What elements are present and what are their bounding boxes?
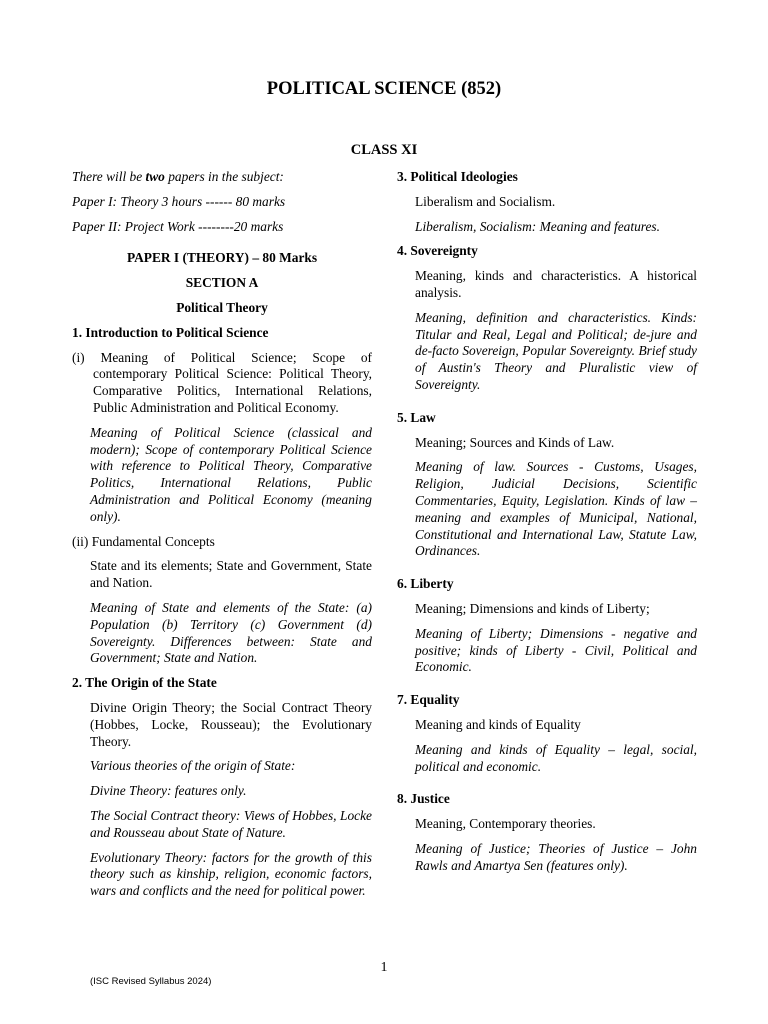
- section-4-text: Meaning, kinds and characteristics. A historical analysis.: [415, 268, 697, 300]
- paper2-line: Paper II: Project Work --------20 marks: [72, 218, 284, 234]
- section-1-heading: 1. Introduction to Political Science: [72, 324, 269, 340]
- section-6-italic: Meaning of Liberty; Dimensions - negative and positive; kinds of Liberty - Civil, Political and Economic.: [415, 625, 697, 675]
- section-8-heading: 8. Justice: [397, 791, 450, 807]
- paper-heading: PAPER I (THEORY) – 80 Marks: [126, 250, 318, 266]
- section-7-italic: Meaning and kinds of Equality – legal, social, political and economic.: [415, 741, 697, 774]
- section-1-i-text: (i) Meaning of Political Science; Scope of contemporary Political Science: Political Theory, Comparative Politics, International Relations, Public Administration and Political Economy.: [72, 349, 372, 415]
- section-8-italic: Meaning of Justice; Theories of Justice – John Rawls and Amartya Sen (features only).: [415, 840, 697, 873]
- section-5-italic: Meaning of law. Sources - Customs, Usages, Religion, Judicial Decisions, Scientific Commentaries, Equity, Legislation. Kinds of law – meaning and examples of Municipal, National, Constitutional and International Law, Statute Law, Ordinances.: [415, 459, 697, 559]
- section-2-italic-3: The Social Contract theory: Views of Hobbes, Locke and Rousseau about State of Nature.: [90, 807, 372, 840]
- section-8-text: Meaning, Contemporary theories.: [415, 816, 596, 832]
- section-5-heading: 5. Law: [397, 409, 436, 425]
- section-7-heading: 7. Equality: [397, 692, 460, 708]
- section-3-italic: Liberalism, Socialism: Meaning and features.: [415, 218, 660, 234]
- section-2-italic-1: Various theories of the origin of State:: [90, 758, 296, 774]
- section-3-heading: 3. Political Ideologies: [397, 169, 518, 184]
- left-column: [72, 166, 372, 900]
- section-7-text: Meaning and kinds of Equality: [415, 716, 581, 732]
- section-2-text: Divine Origin Theory; the Social Contract Theory (Hobbes, Locke, Rousseau); the Evolutionary Theory.: [90, 699, 372, 749]
- section-1-i-italic: Meaning of Political Science (classical and modern); Scope of contemporary Political Science with reference to Political Theory, Comparative Politics, International Relations, Public Administration and Political Economy (meaning only).: [90, 424, 372, 524]
- right-column: [397, 166, 697, 875]
- section-2-italic-2: Divine Theory: features only.: [90, 783, 247, 799]
- intro-line: There will be two papers in the subject:: [72, 169, 284, 184]
- theory-heading: Political Theory: [176, 299, 268, 315]
- footer-note: (ISC Revised Syllabus 2024): [90, 976, 212, 987]
- page-number: 1: [380, 960, 388, 975]
- paper1-line: Paper I: Theory 3 hours ------ 80 marks: [72, 193, 286, 209]
- class-heading: CLASS XI: [350, 142, 418, 158]
- section-2-heading: 2. The Origin of the State: [72, 675, 217, 691]
- section-1-ii-label: (ii) Fundamental Concepts: [72, 533, 215, 549]
- section-4-italic: Meaning, definition and characteristics. Kinds: Titular and Real, Legal and Political; de-jure and de-facto Sovereign, Popular Sovereignty. Brief study of Austin's Theory and Pluralistic view of Sovereignty.: [415, 309, 697, 392]
- page-title: POLITICAL SCIENCE (852): [266, 79, 502, 99]
- section-6-text: Meaning; Dimensions and kinds of Liberty;: [415, 600, 650, 616]
- section-3-text: Liberalism and Socialism.: [415, 193, 556, 209]
- section-2-italic-4: Evolutionary Theory: factors for the growth of this theory such as kinship, religion, economic factors, wars and conflicts and the need for political power.: [90, 849, 372, 899]
- section-1-ii-italic: Meaning of State and elements of the State: (a) Population (b) Territory (c) Government (d) Sovereignty. Differences between: State and Government; State and Nation.: [90, 599, 372, 666]
- section-5-text: Meaning; Sources and Kinds of Law.: [415, 434, 615, 450]
- section-6-heading: 6. Liberty: [397, 576, 454, 592]
- section-4-heading: 4. Sovereignty: [397, 243, 478, 259]
- section-heading: SECTION A: [185, 275, 259, 291]
- section-1-ii-text: State and its elements; State and Government, State and Nation.: [90, 558, 372, 591]
